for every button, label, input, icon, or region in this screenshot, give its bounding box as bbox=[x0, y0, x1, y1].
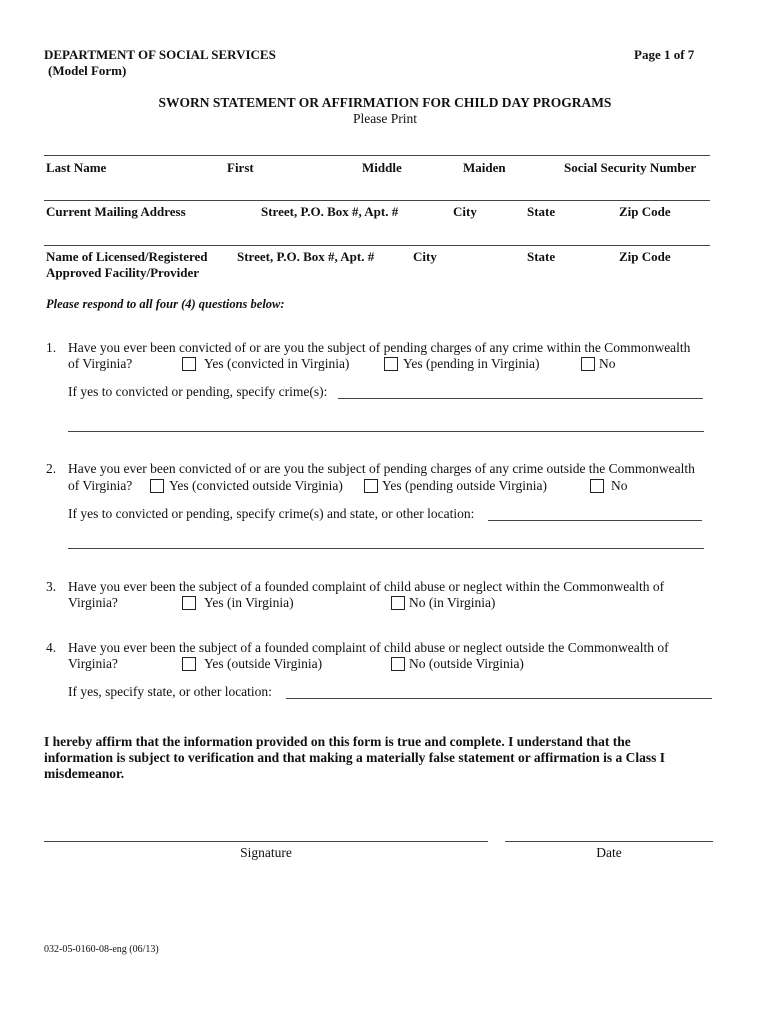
facility-state-label: State bbox=[527, 249, 556, 264]
q1-yes-pending-checkbox[interactable] bbox=[384, 357, 398, 371]
question-2-text: Have you ever been convicted of or are you the subject of pending charges of any crime outside the Commonwealth bbox=[68, 461, 695, 476]
facility-name-label-line2: Approved Facility/Provider bbox=[46, 265, 199, 280]
facility-input-line[interactable] bbox=[44, 245, 710, 246]
q4-specify-label: If yes, specify state, or other location: bbox=[68, 684, 272, 699]
date-input-line[interactable] bbox=[505, 841, 713, 842]
q1-yes-convicted-label: Yes (convicted in Virginia) bbox=[204, 356, 350, 371]
q1-specify-input-line[interactable] bbox=[338, 398, 703, 399]
date-label: Date bbox=[596, 845, 622, 860]
q1-no-label: No bbox=[599, 356, 616, 371]
maiden-name-label: Maiden bbox=[463, 160, 506, 175]
q1-specify-input-line-2[interactable] bbox=[68, 431, 704, 432]
instructions: Please respond to all four (4) questions below: bbox=[46, 297, 285, 311]
page-number: Page 1 of 7 bbox=[634, 47, 695, 62]
facility-name-label: Name of Licensed/Registered bbox=[46, 249, 208, 264]
form-id: 032-05-0160-08-eng (06/13) bbox=[44, 944, 159, 955]
q2-yes-convicted-checkbox[interactable] bbox=[150, 479, 164, 493]
street-label: Street, P.O. Box #, Apt. # bbox=[261, 204, 399, 219]
ssn-label: Social Security Number bbox=[564, 160, 697, 175]
q1-yes-pending-label: Yes (pending in Virginia) bbox=[403, 356, 540, 371]
q4-no-checkbox[interactable] bbox=[391, 657, 405, 671]
department-name: DEPARTMENT OF SOCIAL SERVICES bbox=[44, 47, 276, 62]
q4-no-label: No (outside Virginia) bbox=[409, 656, 524, 671]
question-1-text: Have you ever been convicted of or are you the subject of pending charges of any crime within the Commonwealth bbox=[68, 340, 691, 355]
last-name-label: Last Name bbox=[46, 160, 107, 175]
first-name-label: First bbox=[227, 160, 254, 175]
q2-no-checkbox[interactable] bbox=[590, 479, 604, 493]
form-subtitle: Please Print bbox=[352, 111, 418, 126]
facility-city-label: City bbox=[413, 249, 437, 264]
facility-street-label: Street, P.O. Box #, Apt. # bbox=[237, 249, 375, 264]
q3-yes-label: Yes (in Virginia) bbox=[204, 595, 294, 610]
name-input-line[interactable] bbox=[44, 155, 710, 156]
q4-yes-label: Yes (outside Virginia) bbox=[204, 656, 323, 671]
affirmation-text: I hereby affirm that the information provided on this form is true and complete. I understand that the bbox=[44, 734, 631, 749]
q2-no-label: No bbox=[611, 478, 628, 493]
question-4-text-line2: Virginia? bbox=[68, 656, 118, 671]
q2-yes-convicted-label: Yes (convicted outside Virginia) bbox=[169, 478, 343, 493]
q4-yes-checkbox[interactable] bbox=[182, 657, 196, 671]
question-3-text-line2: Virginia? bbox=[68, 595, 118, 610]
q2-yes-pending-label: Yes (pending outside Virginia) bbox=[382, 478, 547, 493]
signature-input-line[interactable] bbox=[44, 841, 488, 842]
question-1-text-line2: of Virginia? bbox=[68, 356, 133, 371]
question-3-text: Have you ever been the subject of a founded complaint of child abuse or neglect within the Commonwealth of bbox=[68, 579, 665, 594]
affirmation-text-line2: information is subject to verification and that making a materially false statement or affirmation is a Class I bbox=[44, 750, 666, 765]
state-label: State bbox=[527, 204, 556, 219]
question-2-text-line2: of Virginia? bbox=[68, 478, 133, 493]
signature-label: Signature bbox=[240, 845, 292, 860]
q2-specify-input-line[interactable] bbox=[488, 520, 702, 521]
q3-yes-checkbox[interactable] bbox=[182, 596, 196, 610]
zip-code-label: Zip Code bbox=[619, 204, 671, 219]
question-4-number: 4. bbox=[46, 640, 57, 655]
mailing-address-label: Current Mailing Address bbox=[46, 204, 186, 219]
facility-zip-label: Zip Code bbox=[619, 249, 671, 264]
q2-yes-pending-checkbox[interactable] bbox=[364, 479, 378, 493]
q1-yes-convicted-checkbox[interactable] bbox=[182, 357, 196, 371]
question-4-text: Have you ever been the subject of a founded complaint of child abuse or neglect outside the Commonwealth of bbox=[68, 640, 669, 655]
model-form-label: (Model Form) bbox=[48, 63, 127, 78]
mailing-address-input-line[interactable] bbox=[44, 200, 710, 201]
q1-specify-label: If yes to convicted or pending, specify crime(s): bbox=[68, 384, 328, 399]
q4-specify-input-line[interactable] bbox=[286, 698, 712, 699]
affirmation-text-line3: misdemeanor. bbox=[44, 766, 125, 781]
city-label: City bbox=[453, 204, 477, 219]
q2-specify-input-line-2[interactable] bbox=[68, 548, 704, 549]
question-3-number: 3. bbox=[46, 579, 57, 594]
q3-no-label: No (in Virginia) bbox=[409, 595, 496, 610]
q1-no-checkbox[interactable] bbox=[581, 357, 595, 371]
q3-no-checkbox[interactable] bbox=[391, 596, 405, 610]
question-1-number: 1. bbox=[46, 340, 57, 355]
middle-name-label: Middle bbox=[362, 160, 402, 175]
q2-specify-label: If yes to convicted or pending, specify crime(s) and state, or other location: bbox=[68, 506, 475, 521]
form-title: SWORN STATEMENT OR AFFIRMATION FOR CHILD DAY PROGRAMS bbox=[158, 95, 612, 110]
question-2-number: 2. bbox=[46, 461, 57, 476]
